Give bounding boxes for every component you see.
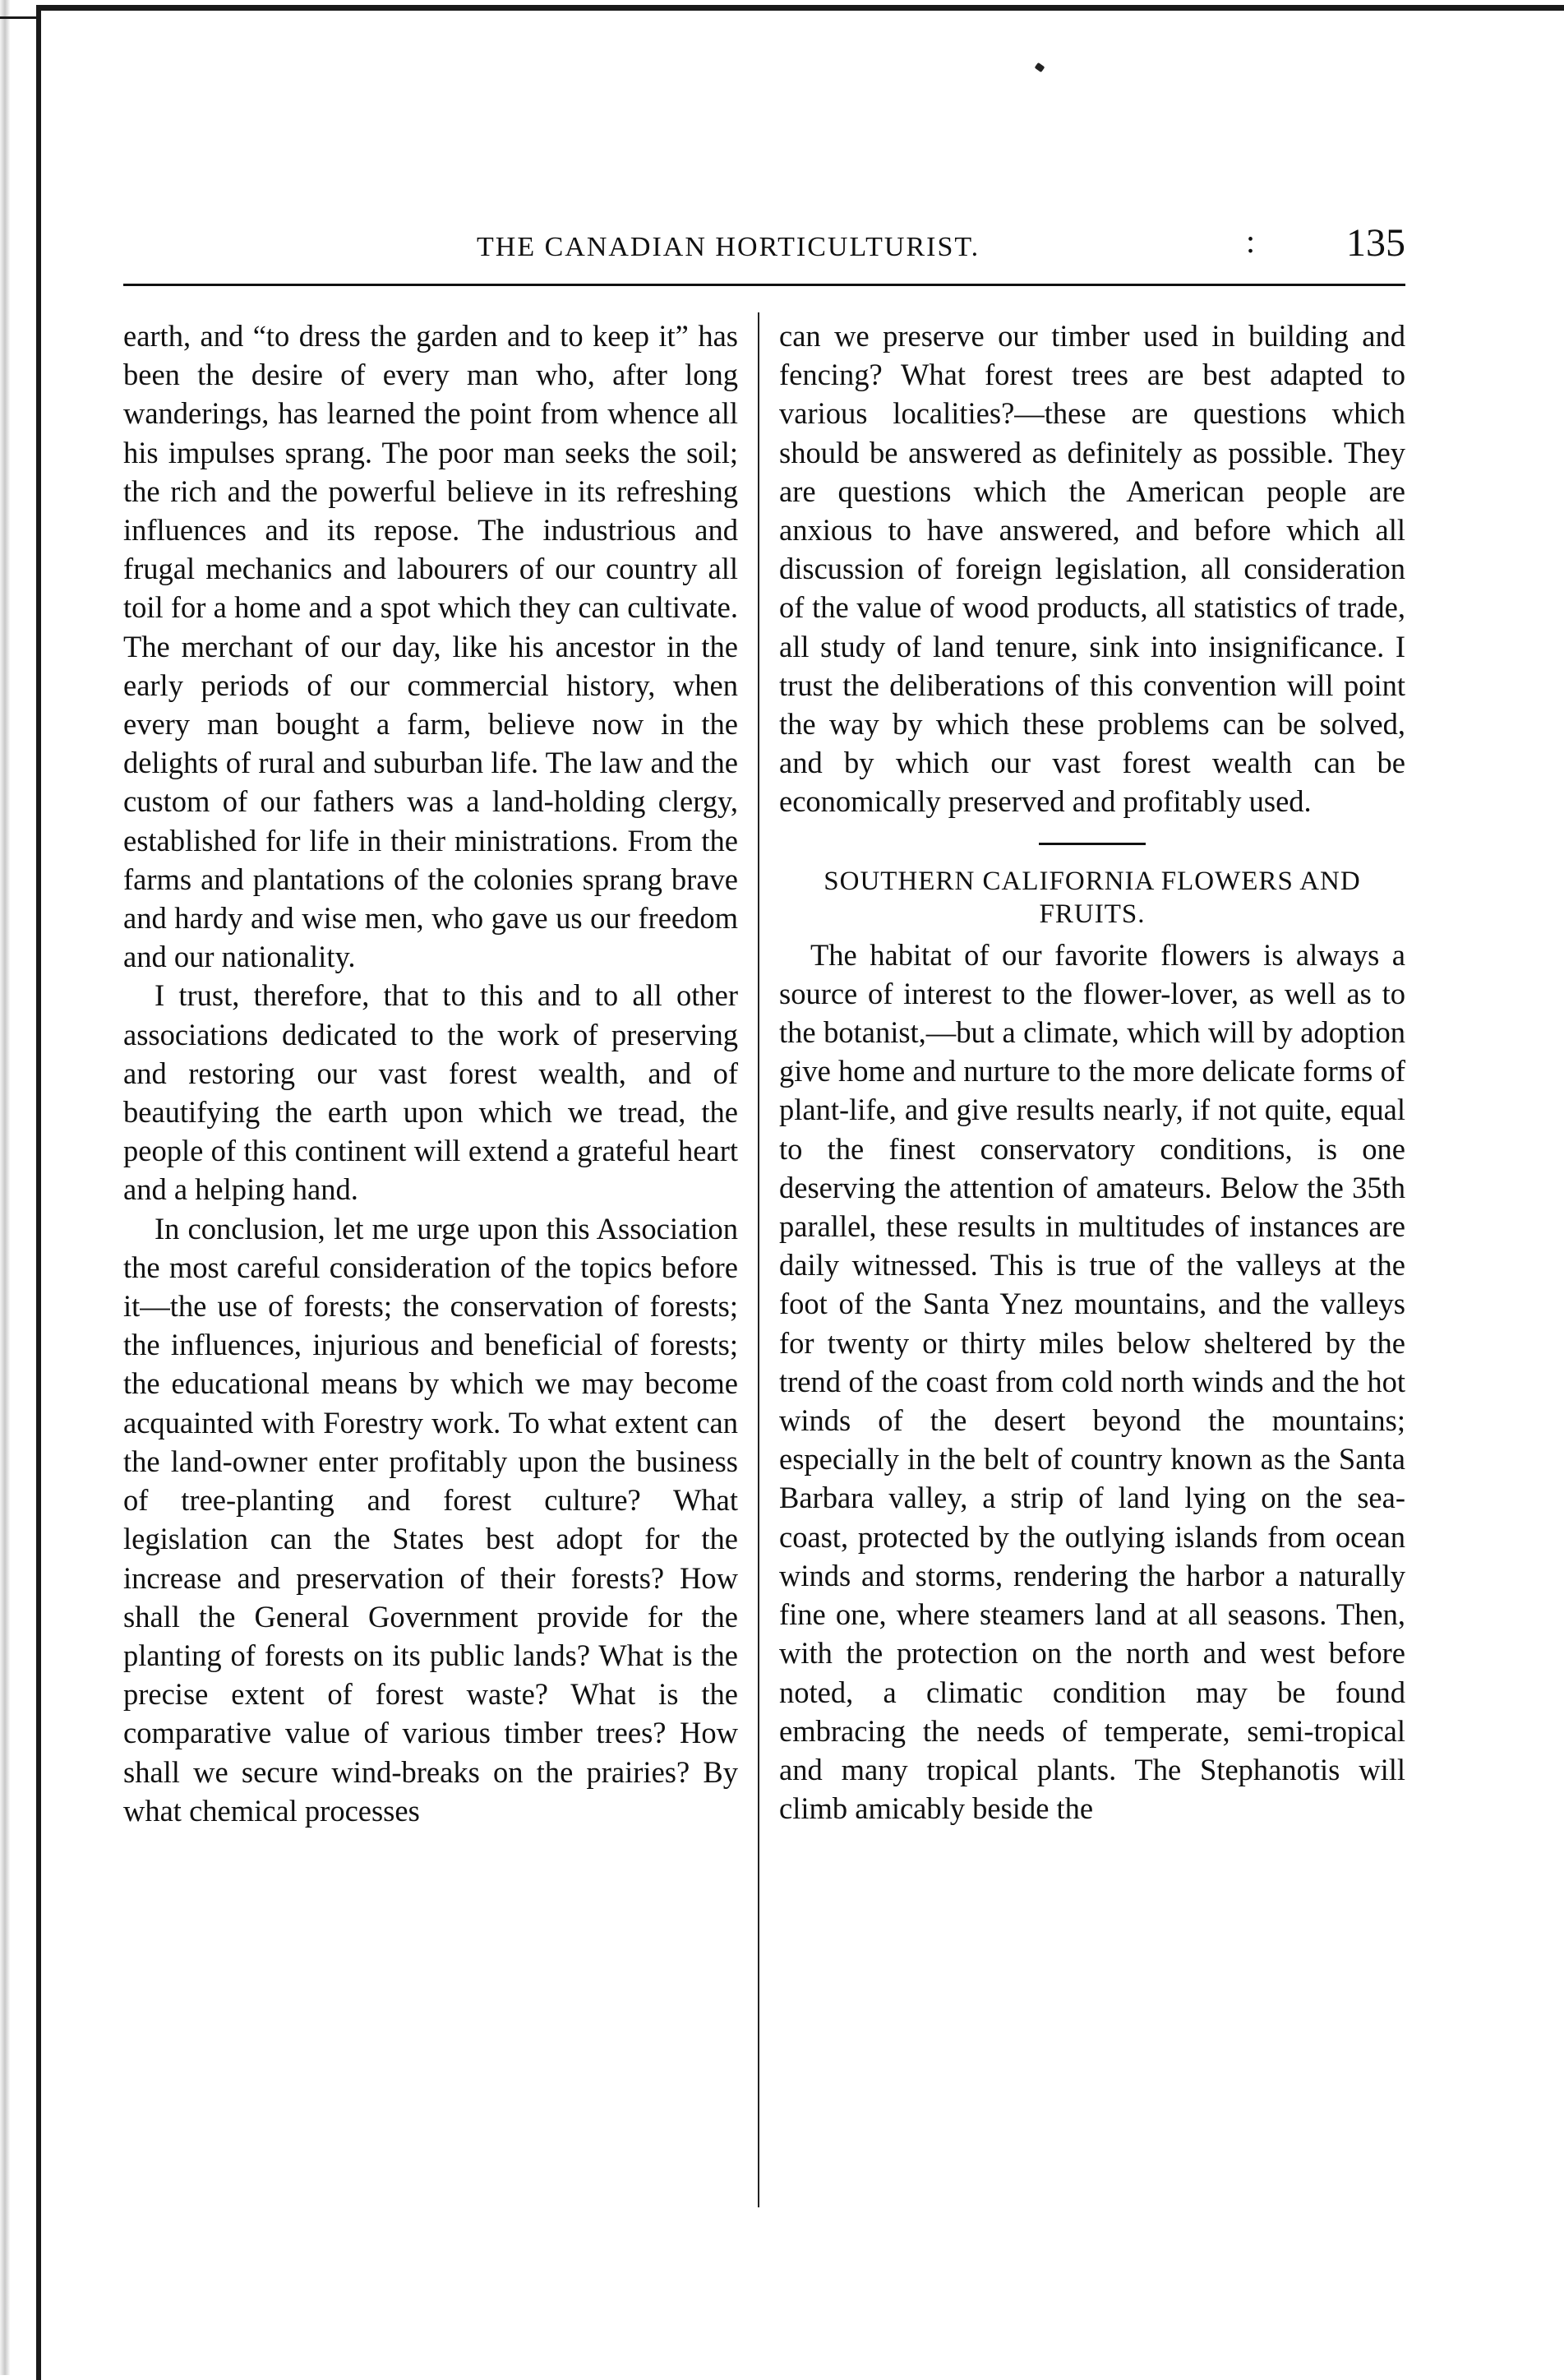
- section-title: SOUTHERN CALIFORNIA FLOWERS AND FRUITS.: [824, 866, 1361, 929]
- scan-edge-line: [0, 16, 36, 19]
- right-column: [779, 317, 1405, 1828]
- ink-fleck: [1035, 62, 1045, 72]
- scan-top-border: [36, 5, 1564, 11]
- page-number: 135: [1346, 221, 1405, 265]
- left-column: [123, 317, 738, 1830]
- paragraph: In conclusion, let me urge upon this Association the most careful consideration of the topics before it—the use of forests; the conservation of forests; the influences, injurious and beneficial of forests; the educational means by which we may become acquainted with Forestry work. To what extent can the land-owner enter profitably upon the business of tree-planting and forest culture? What legislation can the States best adopt for the increase and preservation of their forests? How shall the General Government provide for the planting of forests on its public lands? What is the precise extent of forest waste? What is the comparative value of various timber trees? How shall we secure wind-breaks on the prairies? By what chemical processes: [123, 1211, 738, 1828]
- running-head: THE CANADIAN HORTICULTURIST.: [477, 232, 980, 262]
- page-spine-shadow: [0, 0, 10, 2375]
- scan-left-border: [36, 5, 41, 2380]
- paragraph: can we preserve our timber used in building and fencing? What forest trees are best adapted to various localities?—these are questions which should be answered as definitely as possible. They are questions which the American people are anxious to have answered, and before which all discussion of foreign legislation, all consideration of the value of wood products, all statistics of trade, all study of land tenure, sink into insignificance. I trust the deliberations of this convention will point the way by which these problems can be solved, and by which our vast forest wealth can be economically preserved and profitably used.: [779, 319, 1405, 819]
- header-rule: [123, 284, 1405, 286]
- section-rule: [1039, 843, 1146, 845]
- paragraph: The habitat of our favorite flowers is always a source of interest to the flower-lover, as well as to the botanist,—but a climate, which will by adoption give home and nurture to the more delicate forms of plant-life, and give results nearly, if not quite, equal to the finest conservatory conditions, is one deserving the attention of amateurs. Below the 35th parallel, these results in multitudes of instances are daily witnessed. This is true of the valleys at the foot of the Santa Ynez mountains, and the valleys for twenty or thirty miles below sheltered by the trend of the coast from cold north winds and the hot winds of the desert beyond the mountains; especially in the belt of country known as the Santa Barbara valley, a strip of land lying on the sea-coast, protected by the outlying islands from ocean winds and storms, rendering the harbor a naturally fine one, where steamers land at all seasons. Then, with the protection on the north and west before noted, a climatic condition may be found embracing the needs of temperate, semi-tropical and many tropical plants. The Stephanotis will climb amicably beside the: [779, 937, 1405, 1826]
- header-mark: :: [1246, 223, 1256, 260]
- page-header: [123, 220, 1405, 271]
- column-divider: [758, 312, 759, 2207]
- paragraph: I trust, therefore, that to this and to all other associations dedicated to the work of preserving and restoring our vast forest wealth, and of beautifying the earth upon which we tread, the people of this continent will extend a grateful heart and a helping hand.: [123, 978, 738, 1207]
- paragraph: earth, and “to dress the garden and to keep it” has been the desire of every man who, after long wanderings, has learned the point from whence all his impulses sprang. The poor man seeks the soil; the rich and the powerful believe in its refreshing influences and its repose. The industrious and frugal mechanics and labourers of our country all toil for a home and a spot which they can cultivate. The merchant of our day, like his ancestor in the early periods of our commercial history, when every man bought a farm, believe now in the delights of rural and suburban life. The law and the custom of our fathers was a land-holding clergy, established for life in their ministrations. From the farms and plantations of the colonies sprang brave and hardy and wise men, who gave us our freedom and our nationality.: [123, 319, 738, 974]
